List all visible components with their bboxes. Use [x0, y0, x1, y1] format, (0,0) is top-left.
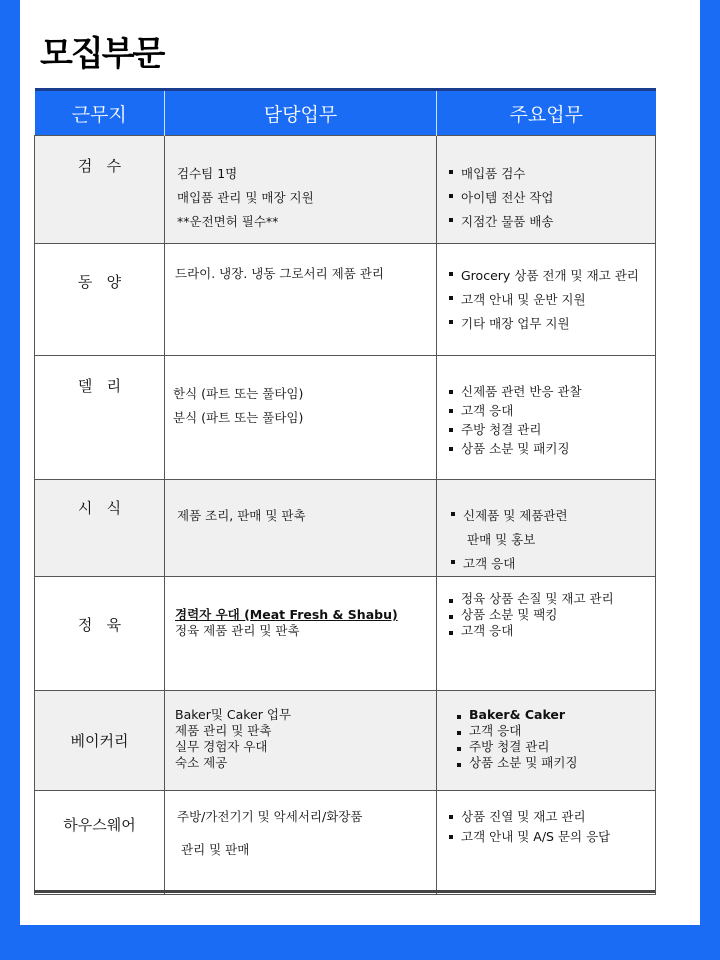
main-task-item: Grocery 상품 전개 및 재고 관리 — [447, 264, 655, 288]
main-cell — [437, 791, 656, 895]
main-task-item: 신제품 관련 반응 관찰 — [447, 382, 655, 401]
table-row — [35, 691, 656, 791]
duties-cell — [165, 791, 437, 895]
main-cell — [437, 480, 656, 577]
table-row — [35, 480, 656, 577]
location-cell — [35, 244, 165, 356]
location-label: 하우스웨어 — [63, 816, 136, 834]
main-task-item: 상품 소분 및 패키징 — [455, 755, 655, 771]
header-duties: 담당업무 — [165, 90, 437, 136]
duty-line: 검수팀 1명 — [177, 166, 238, 181]
location-cell — [35, 577, 165, 691]
main-cell — [437, 356, 656, 480]
table-bottom-rule — [34, 890, 655, 893]
duty-line: 숙소 제공 — [175, 755, 228, 770]
main-task-item: 매입품 검수 — [447, 162, 655, 186]
main-task-item: Baker& Caker — [455, 707, 655, 723]
header-main-tasks: 주요업무 — [437, 90, 656, 136]
duties-cell — [165, 244, 437, 356]
duty-line: 주방/가전기기 및 악세서리/화장품 — [177, 809, 363, 824]
duties-cell — [165, 691, 437, 791]
duties-cell — [165, 136, 437, 244]
main-task-item: 주방 청결 관리 — [447, 420, 655, 439]
main-task-item: 판매 및 홍보 — [467, 532, 536, 547]
main-task-item: 고객 응대 — [449, 552, 655, 576]
main-task-item: 고객 응대 — [447, 401, 655, 420]
duty-line: 관리 및 판매 — [181, 841, 250, 857]
location-label: 델 리 — [77, 377, 122, 395]
table-row — [35, 577, 656, 691]
main-cell — [437, 577, 656, 691]
table-row — [35, 244, 656, 356]
main-task-item: 고객 응대 — [455, 723, 655, 739]
table-row — [35, 791, 656, 895]
main-task-item: 상품 소분 및 패키징 — [447, 439, 655, 458]
duty-line: 매입품 관리 및 매장 지원 — [177, 190, 314, 205]
main-task-item: 주방 청결 관리 — [455, 739, 655, 755]
main-task-item: 고객 응대 — [447, 623, 655, 639]
main-task-item: 정육 상품 손질 및 재고 관리 — [447, 591, 655, 607]
location-label: 시 식 — [77, 499, 122, 517]
location-cell — [35, 136, 165, 244]
main-task-item: 아이템 전산 작업 — [447, 186, 655, 210]
main-task-item: 신제품 및 제품관련 — [449, 504, 655, 528]
table-row — [35, 356, 656, 480]
recruit-table — [34, 88, 655, 895]
duty-line: Baker및 Caker 업무 — [175, 707, 292, 722]
duty-line: **운전면허 필수** — [177, 214, 279, 229]
duty-line: 경력자 우대 (Meat Fresh & Shabu) — [175, 607, 398, 622]
duty-line: 분식 (파트 또는 풀타임) — [173, 410, 304, 425]
duty-line: 제품 관리 및 판촉 — [175, 723, 272, 738]
duties-cell — [165, 356, 437, 480]
duty-line: 드라이. 냉장. 냉동 그로서리 제품 관리 — [175, 266, 384, 281]
duties-cell — [165, 577, 437, 691]
main-task-item: 고객 안내 및 A/S 문의 응답 — [447, 827, 655, 847]
duty-line: 실무 경험자 우대 — [175, 739, 268, 754]
main-task-item: 고객 안내 및 운반 지원 — [447, 288, 655, 312]
main-task-item: 상품 진열 및 재고 관리 — [447, 807, 655, 827]
header-location: 근무지 — [35, 90, 165, 136]
table-row — [35, 136, 656, 244]
page-title: 모집부문 — [40, 34, 164, 74]
main-task-item: 지점간 물품 배송 — [447, 210, 655, 234]
duty-line: 한식 (파트 또는 풀타임) — [173, 386, 304, 401]
duty-line: 정육 제품 관리 및 판촉 — [175, 623, 300, 638]
location-cell — [35, 480, 165, 577]
location-label: 베이커리 — [70, 732, 129, 750]
location-cell — [35, 356, 165, 480]
duties-cell — [165, 480, 437, 577]
main-task-item: 기타 매장 업무 지원 — [447, 312, 655, 336]
main-cell — [437, 136, 656, 244]
duty-line: 제품 조리, 판매 및 판촉 — [177, 508, 306, 523]
location-cell — [35, 691, 165, 791]
location-cell — [35, 791, 165, 895]
main-cell — [437, 691, 656, 791]
main-task-item: 상품 소분 및 팩킹 — [447, 607, 655, 623]
main-cell — [437, 244, 656, 356]
location-label: 동 양 — [77, 273, 122, 291]
location-label: 정 육 — [77, 616, 122, 634]
table-header-row — [35, 90, 656, 136]
location-label: 검 수 — [77, 157, 122, 175]
